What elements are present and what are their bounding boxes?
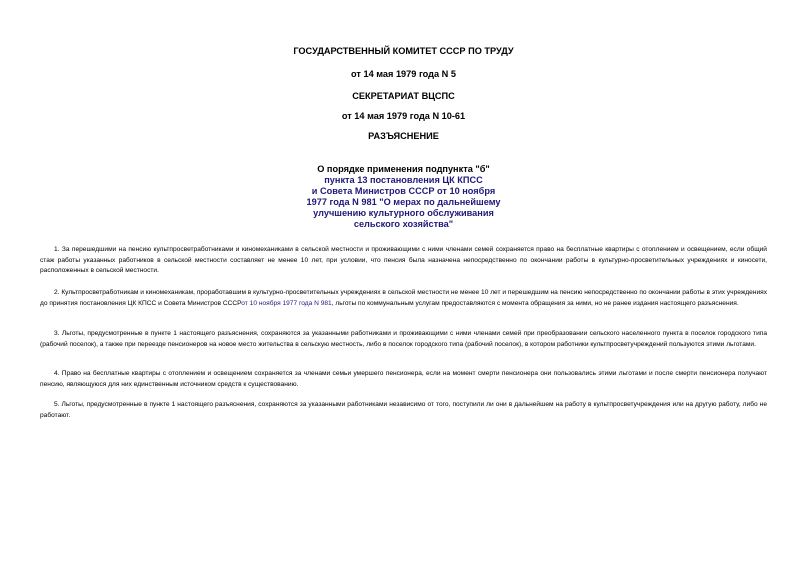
- resolution-link[interactable]: от 10 ноября 1977 года N 981: [241, 299, 332, 307]
- paragraph-3: 3. Льготы, предусмотренные в пункте 1 настоящего разъяснения, сохраняются за указанными работниками и проживающими с ними членами семей при преобразовании сельского населенного пункта в поселок городского типа (рабочий поселок), а также при переезде пенсионеров на новое место жительства в сельскую местность, либо в поселок городского типа (рабочий поселок), в котором работники культпросветучреждений пользуются этими льготами.: [40, 330, 767, 348]
- paragraph-1: 1. За перешедшими на пенсию культпросветработниками и киномеханиками в сельской местности и проживающими с ними членами семей сохраняется право на бесплатные квартиры с отоплением и освещением, если общий стаж работы указанных работников в сельской местности составляет не менее 10 лет, при условии, что пенсия была назначена непосредственно по окончании работы в культурно-просветительных учреждениях и киносети, расположенных в сельской местности.: [40, 246, 767, 275]
- paragraph-4: 4. Право на бесплатные квартиры с отоплением и освещением сохраняется за членами семьи умершего пенсионера, если на момент смерти пенсионера они пользовались этими льготами и после смерти пенсионера получают пенсию, являющуюся для них единственным источником средств к существованию.: [40, 370, 767, 388]
- committee-heading: ГОСУДАРСТВЕННЫЙ КОМИТЕТ СССР ПО ТРУДУ: [293, 46, 514, 56]
- title-line-5[interactable]: улучшению культурного обслуживания: [313, 208, 494, 218]
- title-line-3[interactable]: и Совета Министров СССР от 10 ноября: [311, 186, 496, 196]
- paragraph-2-text-start: 2. Культпросветработникам и киномеханикам, проработавшим в культурно-просветительных учреждениях в сельской местности не менее 10 лет и перешедшим на пенсию непосредственно по окончании работы в этих учреждениях до принятия постановления ЦК КПСС и Совета Министров СССР: [40, 289, 767, 307]
- secretariat-heading: СЕКРЕТАРИАТ ВЦСПС: [352, 91, 455, 101]
- document-title: [0, 164, 807, 230]
- secretariat-date: от 14 мая 1979 года N 10-61: [341, 111, 466, 121]
- paragraph-2: [40, 288, 767, 309]
- paragraph-2-text-end: , льготы по коммунальным услугам предоставляются с момента обращения за ними, но не ранее издания настоящего разъяснения.: [331, 299, 739, 307]
- document-type: РАЗЪЯСНЕНИЕ: [368, 131, 439, 141]
- title-line-1: О порядке применения подпункта "б": [317, 164, 490, 174]
- title-line-6[interactable]: сельского хозяйства": [353, 219, 454, 229]
- title-line-2[interactable]: пункта 13 постановления ЦК КПСС: [324, 175, 483, 185]
- title-line-4[interactable]: 1977 года N 981 "О мерах по дальнейшему: [306, 197, 501, 207]
- paragraph-5: 5. Льготы, предусмотренные в пункте 1 настоящего разъяснения, сохраняются за указанными работниками независимо от того, поступили ли они в дальнейшем на работу в культпросветучреждения или на другую работу, либо не работают.: [40, 401, 767, 419]
- committee-date: от 14 мая 1979 года N 5: [351, 69, 456, 79]
